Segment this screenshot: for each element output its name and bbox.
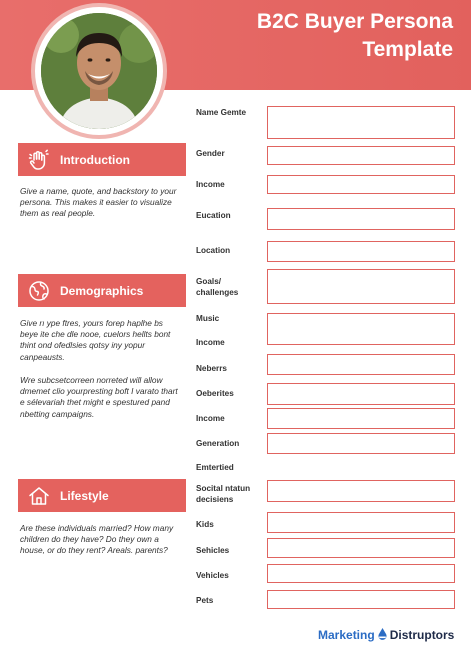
lifestyle-label: Lifestyle xyxy=(60,488,109,503)
demographics-text-2: Wre subcsetcorreen norreted will allow dmemet clio yourpresting boft I varato thart e sélevariah thet might e spestured pand nbetting campaigns. xyxy=(20,375,178,419)
introduction-header xyxy=(18,143,186,176)
field-label-income: Income xyxy=(196,180,225,189)
brand-logo xyxy=(318,627,454,643)
neberrs-input[interactable] xyxy=(267,354,455,375)
brand-name-part-1: Marketing xyxy=(318,628,375,642)
social-input[interactable] xyxy=(267,480,455,502)
field-label-goals: Goals/ challenges xyxy=(196,277,239,297)
income-input[interactable] xyxy=(267,175,455,194)
field-label-social: Socital ntatun decisiens xyxy=(196,484,251,504)
person-portrait-image xyxy=(41,13,157,129)
house-icon xyxy=(24,481,54,511)
field-label-kids: Kids xyxy=(196,520,214,529)
vehicles-input[interactable] xyxy=(267,564,455,583)
introduction-text: Give a name, quote, and backstory to your persona. This makes it easier to visualize them as real people. xyxy=(20,186,177,219)
demographics-text-1: Give rı ype ftres, yours forep haplhe bs beye ite che dle nooe, cuelors hellts bont thint ond ofedlsies qotsy iny yopur canpeausts. xyxy=(20,318,171,362)
title-line-2: Template xyxy=(362,38,453,61)
field-label-oeberites: Oeberites xyxy=(196,389,234,398)
name-input[interactable] xyxy=(267,106,455,139)
location-input[interactable] xyxy=(267,241,455,262)
demographics-label: Demographics xyxy=(60,283,144,298)
field-label-neberrs: Neberrs xyxy=(196,364,227,373)
waving-hand-icon xyxy=(24,145,54,175)
generation-input[interactable] xyxy=(267,433,455,454)
lifestyle-text: Are these individuals married? How many children do they have? Do they own a house, or do they rent? Areals. parents? xyxy=(20,523,174,556)
field-label-income-2: Income xyxy=(196,338,225,347)
page-title xyxy=(193,8,453,64)
education-input[interactable] xyxy=(267,208,455,230)
field-label-education: Eucation xyxy=(196,211,231,220)
field-label-gender: Gender xyxy=(196,149,225,158)
field-label-income-3: Income xyxy=(196,414,225,423)
field-label-vehicles: Vehicles xyxy=(196,571,229,580)
field-label-location: Location xyxy=(196,246,231,255)
globe-icon xyxy=(24,276,54,306)
oeberites-input[interactable] xyxy=(267,383,455,405)
field-label-pets: Pets xyxy=(196,596,214,605)
field-label-sehicles: Sehicles xyxy=(196,546,230,555)
field-label-music: Music xyxy=(196,314,220,323)
brand-name-part-2: Distruptors xyxy=(389,628,455,642)
brand-drop-icon xyxy=(378,628,387,642)
title-line-1: B2C Buyer Persona xyxy=(256,10,453,33)
kids-input[interactable] xyxy=(267,512,455,533)
introduction-label: Introduction xyxy=(60,152,130,167)
gender-input[interactable] xyxy=(267,146,455,165)
profile-photo xyxy=(41,13,157,129)
music-input[interactable] xyxy=(267,313,455,345)
field-label-generation: Generation xyxy=(196,439,240,448)
field-label-emtertied: Emtertied xyxy=(196,463,234,472)
lifestyle-header xyxy=(18,479,186,512)
field-label-name: Name Gemte xyxy=(196,108,247,117)
pets-input[interactable] xyxy=(267,590,455,609)
income-3-input[interactable] xyxy=(267,408,455,429)
sehicles-input[interactable] xyxy=(267,538,455,558)
demographics-header xyxy=(18,274,186,307)
goals-input[interactable] xyxy=(267,269,455,304)
